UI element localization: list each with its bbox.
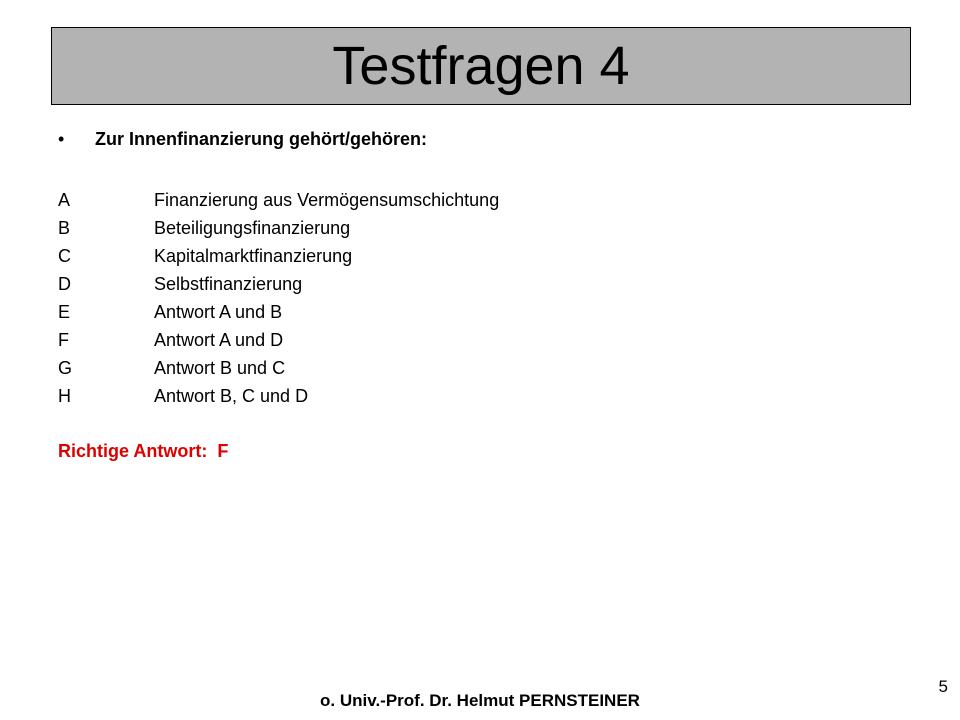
answer-text: Kapitalmarktfinanzierung xyxy=(154,246,353,266)
answer-text: Selbstfinanzierung xyxy=(154,274,303,294)
answer-letter: D xyxy=(58,274,71,294)
answer-text: Antwort B, C und D xyxy=(154,386,309,406)
correct-answer xyxy=(58,441,228,462)
answer-option xyxy=(58,186,499,214)
answer-letter: G xyxy=(58,358,73,378)
answer-letter: B xyxy=(58,218,71,238)
answer-option xyxy=(58,326,499,354)
answer-text: Finanzierung aus Vermögensumschichtung xyxy=(154,190,500,210)
answer-letter: H xyxy=(58,386,71,406)
answer-option xyxy=(58,242,499,270)
answer-text: Beteiligungsfinanzierung xyxy=(154,218,351,238)
footer-author: o. Univ.-Prof. Dr. Helmut PERNSTEINER xyxy=(320,691,640,710)
answer-letter: E xyxy=(58,302,71,322)
answer-option xyxy=(58,214,499,242)
bullet-icon: • xyxy=(58,129,65,149)
answer-list xyxy=(58,186,499,410)
title-banner xyxy=(51,27,911,105)
answer-option xyxy=(58,382,499,410)
answer-text: Antwort B und C xyxy=(154,358,286,378)
question xyxy=(58,129,427,150)
answer-option xyxy=(58,298,499,326)
answer-text: Antwort A und B xyxy=(154,302,283,322)
correct-answer-label: Richtige Antwort: xyxy=(58,441,208,461)
answer-text: Antwort A und D xyxy=(154,330,284,350)
correct-answer-value: F xyxy=(217,441,229,461)
answer-letter: C xyxy=(58,246,71,266)
answer-option xyxy=(58,354,499,382)
page-number: 5 xyxy=(938,677,948,696)
answer-letter: A xyxy=(58,190,71,210)
slide-title: Testfragen 4 xyxy=(332,36,630,96)
answer-option xyxy=(58,270,499,298)
question-text: Zur Innenfinanzierung gehört/gehören: xyxy=(95,129,427,149)
answer-letter: F xyxy=(58,330,69,350)
